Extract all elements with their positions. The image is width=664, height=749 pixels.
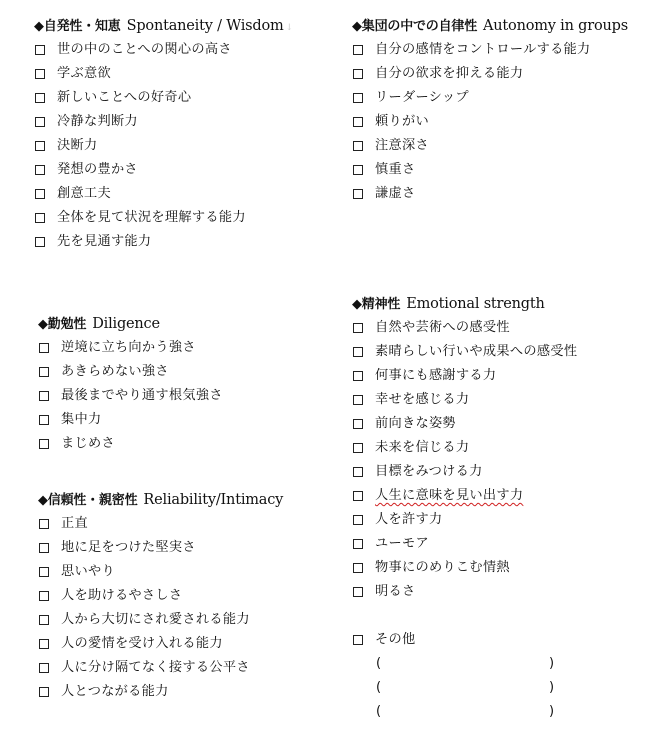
item-label: 地に足をつけた堅実さ [61, 540, 196, 555]
checklist-item[interactable] [34, 134, 293, 158]
section-title [352, 14, 628, 38]
item-label: 人を許す力 [375, 512, 443, 527]
checkbox[interactable] [353, 419, 363, 429]
checkbox[interactable] [353, 347, 363, 357]
checkbox[interactable] [39, 543, 49, 553]
checklist-item[interactable] [352, 86, 628, 110]
checklist-item[interactable] [34, 206, 293, 230]
checklist-item[interactable] [38, 680, 283, 704]
checklist-item[interactable] [38, 384, 223, 408]
section-title-jp: ◆信頼性・親密性 [38, 493, 138, 508]
checklist-item[interactable] [352, 532, 577, 556]
checkbox[interactable] [35, 237, 45, 247]
paren-open: ( [376, 656, 382, 671]
checkbox[interactable] [353, 45, 363, 55]
checkbox[interactable] [39, 567, 49, 577]
checkbox[interactable] [39, 591, 49, 601]
checkbox[interactable] [353, 491, 363, 501]
item-label: 自分の感情をコントロールする能力 [375, 42, 591, 57]
checklist-item[interactable] [38, 408, 223, 432]
item-label: 世の中のことへの関心の高さ [57, 42, 232, 57]
checklist-item[interactable] [352, 460, 577, 484]
item-label: 慎重さ [375, 162, 416, 177]
item-label: まじめさ [61, 436, 115, 451]
checklist-item[interactable] [34, 110, 293, 134]
checkbox[interactable] [353, 165, 363, 175]
checklist-item[interactable] [34, 158, 293, 182]
paren-close: ) [549, 704, 555, 719]
checklist-item[interactable] [352, 364, 577, 388]
item-label: ユーモア [375, 536, 429, 551]
checkbox[interactable] [353, 141, 363, 151]
checklist-item[interactable] [352, 110, 628, 134]
checklist-item[interactable] [352, 182, 628, 206]
checklist-item[interactable] [38, 360, 223, 384]
checkbox[interactable] [39, 343, 49, 353]
checklist-item[interactable] [352, 388, 577, 412]
item-label: 明るさ [375, 584, 416, 599]
section-reliability-intimacy [38, 488, 283, 704]
item-label: 幸せを感じる力 [375, 392, 470, 407]
checkbox[interactable] [39, 519, 49, 529]
checkbox[interactable] [35, 213, 45, 223]
checkbox[interactable] [35, 117, 45, 127]
checkbox[interactable] [353, 443, 363, 453]
checkbox[interactable] [353, 93, 363, 103]
paren-open: ( [376, 704, 382, 719]
checklist-item[interactable] [38, 432, 223, 456]
checkbox[interactable] [353, 323, 363, 333]
checklist-item[interactable] [38, 336, 223, 360]
item-label: 注意深さ [375, 138, 429, 153]
checklist-item[interactable] [38, 608, 283, 632]
checkbox[interactable] [353, 189, 363, 199]
checklist-item[interactable] [38, 536, 283, 560]
checklist-item[interactable] [352, 158, 628, 182]
item-label: 決断力 [57, 138, 98, 153]
checkbox[interactable] [353, 539, 363, 549]
section-title-en: Spontaneity / Wisdom [126, 18, 284, 34]
item-label: 集中力 [61, 412, 102, 427]
item-label: 思いやり [61, 564, 115, 579]
item-label: 人とつながる能力 [61, 684, 169, 699]
section-title-en: Autonomy in groups [483, 18, 628, 34]
checkbox[interactable] [353, 117, 363, 127]
paren-open: ( [376, 680, 382, 695]
section-title [38, 312, 223, 336]
checklist-item-other[interactable] [352, 628, 572, 652]
checkbox[interactable] [353, 467, 363, 477]
checkbox[interactable] [35, 69, 45, 79]
checkbox[interactable] [353, 515, 363, 525]
item-label: 人の愛情を受け入れる能力 [61, 636, 223, 651]
item-label: 人に分け隔てなく接する公平さ [61, 660, 250, 675]
item-label: 人生に意味を見い出す力 [375, 488, 524, 503]
checklist-item[interactable] [352, 556, 577, 580]
item-label: 新しいことへの好奇心 [57, 90, 192, 105]
item-label: 頼りがい [375, 114, 429, 129]
section-title-en: Reliability/Intimacy [143, 492, 284, 508]
other-input-row[interactable] [352, 700, 572, 724]
paren-close: ) [549, 656, 555, 671]
checkbox[interactable] [35, 189, 45, 199]
checklist-item[interactable] [352, 508, 577, 532]
checkbox[interactable] [39, 439, 49, 449]
item-label: 正直 [61, 516, 88, 531]
item-label: 逆境に立ち向かう強さ [61, 340, 196, 355]
section-emotional-strength [352, 292, 577, 604]
item-label: 前向きな姿勢 [375, 416, 456, 431]
section-title-en: Emotional strength [406, 296, 545, 312]
checkbox[interactable] [39, 663, 49, 673]
item-label: 何事にも感謝する力 [375, 368, 497, 383]
item-label: 最後までやり通す根気強さ [61, 388, 223, 403]
checklist-item[interactable] [38, 656, 283, 680]
section-title-jp: ◆集団の中での自律性 [352, 19, 477, 34]
section-title [38, 488, 283, 512]
checklist-item[interactable] [352, 436, 577, 460]
section-title [352, 292, 577, 316]
item-label: 未来を信じる力 [375, 440, 470, 455]
checklist-item[interactable] [352, 38, 628, 62]
item-label: 冷静な判断力 [57, 114, 138, 129]
item-label: 先を見通す能力 [57, 234, 152, 249]
paragraph-mark: ↓ [285, 23, 293, 33]
checklist-item[interactable] [34, 182, 293, 206]
checklist-item[interactable] [352, 580, 577, 604]
item-label: 自然や芸術への感受性 [375, 320, 510, 335]
checklist-item[interactable] [34, 62, 293, 86]
item-label: 人を助けるやさしさ [61, 588, 183, 603]
checklist-item[interactable] [34, 230, 293, 254]
checklist-item[interactable] [352, 62, 628, 86]
item-label: 人から大切にされ愛される能力 [61, 612, 250, 627]
checklist-item[interactable] [352, 412, 577, 436]
checklist-item[interactable] [34, 38, 293, 62]
section-title [34, 14, 293, 38]
item-label: あきらめない強さ [61, 364, 169, 379]
checkbox[interactable] [353, 563, 363, 573]
item-label: 素晴らしい行いや成果への感受性 [375, 344, 578, 359]
checklist-item[interactable] [34, 86, 293, 110]
checkbox[interactable] [353, 635, 363, 645]
checkbox[interactable] [353, 587, 363, 597]
item-label: リーダーシップ [375, 90, 469, 105]
section-autonomy-in-groups [352, 14, 628, 206]
checkbox[interactable] [35, 165, 45, 175]
checkbox[interactable] [39, 687, 49, 697]
section-spontaneity-wisdom [34, 14, 293, 254]
item-label: 創意工夫 [57, 186, 111, 201]
item-label: 謙虚さ [375, 186, 416, 201]
checklist-item[interactable] [38, 512, 283, 536]
checkbox[interactable] [35, 141, 45, 151]
checkbox[interactable] [39, 391, 49, 401]
checkbox[interactable] [39, 615, 49, 625]
checkbox[interactable] [353, 395, 363, 405]
checklist-item[interactable] [352, 134, 628, 158]
checkbox[interactable] [353, 371, 363, 381]
other-label: その他 [375, 632, 416, 647]
section-title-jp: ◆自発性・知恵 [34, 19, 121, 34]
checkbox[interactable] [39, 367, 49, 377]
section-diligence [38, 312, 223, 456]
item-label: 自分の欲求を抑える能力 [375, 66, 524, 81]
checklist-item[interactable] [38, 584, 283, 608]
paren-close: ) [549, 680, 555, 695]
item-label: 学ぶ意欲 [57, 66, 111, 81]
item-label: 発想の豊かさ [57, 162, 138, 177]
item-label: 目標をみつける力 [375, 464, 483, 479]
checklist-item[interactable] [352, 316, 577, 340]
other-input-row[interactable] [352, 676, 572, 700]
checkbox[interactable] [353, 69, 363, 79]
section-title-jp: ◆勤勉性 [38, 317, 87, 332]
section-title-jp: ◆精神性 [352, 297, 401, 312]
checkbox[interactable] [39, 415, 49, 425]
section-title-en: Diligence [92, 316, 160, 332]
checklist-item[interactable] [38, 560, 283, 584]
checkbox[interactable] [39, 639, 49, 649]
other-input-row[interactable] [352, 652, 572, 676]
item-label: 全体を見て状況を理解する能力 [57, 210, 246, 225]
checkbox[interactable] [35, 45, 45, 55]
checklist-item[interactable] [352, 340, 577, 364]
checklist-item[interactable] [38, 632, 283, 656]
section-other [352, 628, 572, 724]
checkbox[interactable] [35, 93, 45, 103]
checklist-item[interactable] [352, 484, 577, 508]
item-label: 物事にのめりこむ情熱 [375, 560, 510, 575]
